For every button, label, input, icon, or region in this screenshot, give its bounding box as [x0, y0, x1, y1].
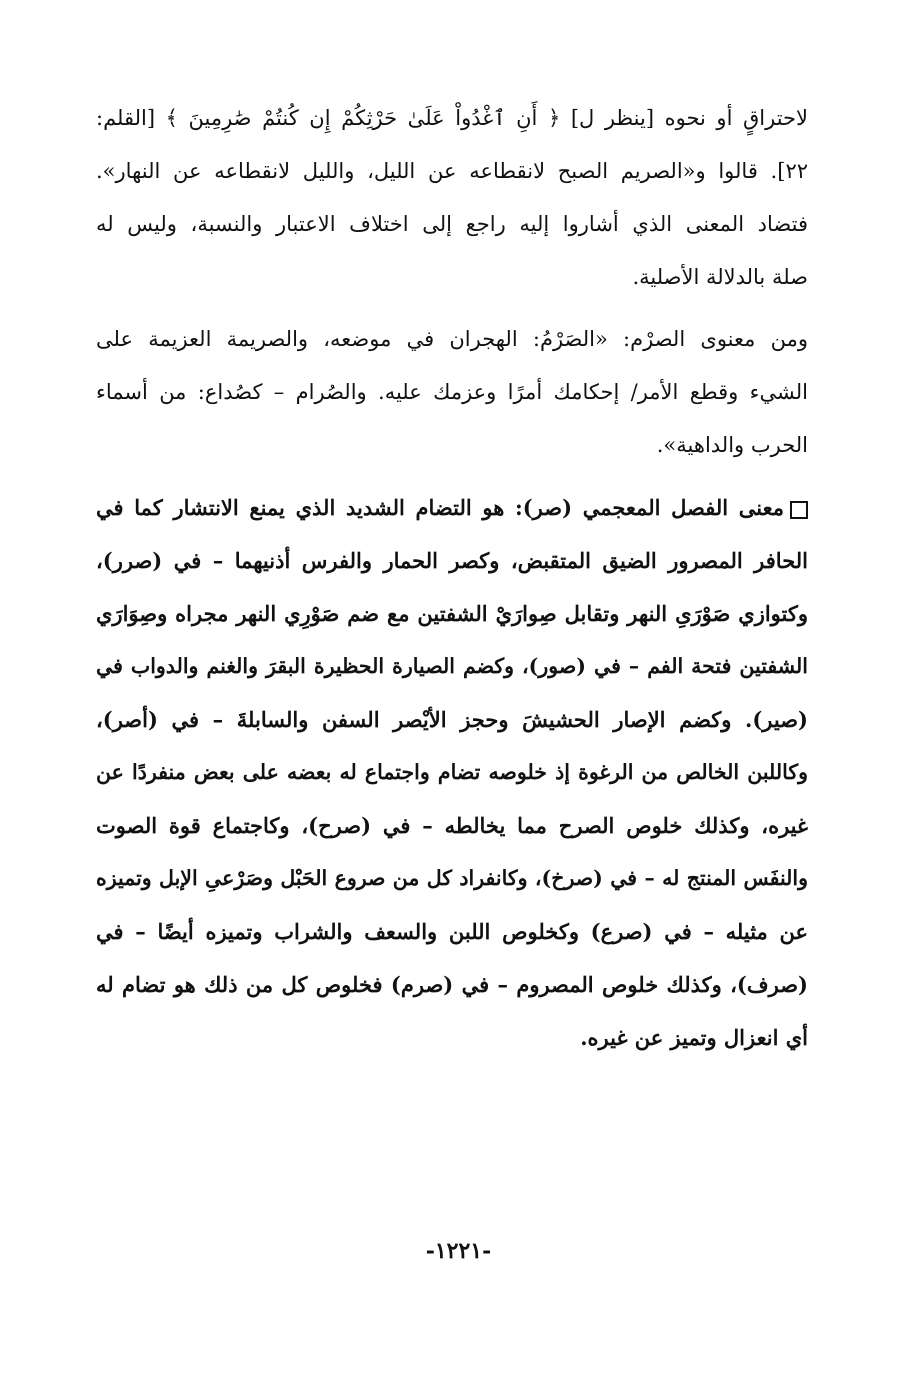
text-line: الحرب والداهية». [656, 433, 808, 457]
text-line: (صرف)، وكذلك خلوص المصروم – في (صرم) فخلوص كل من ذلك هو تضام له [96, 972, 808, 997]
text-line: الشيء وقطع الأمر/ إحكامك أمرًا وعزمك عليه. والصُرام – كصُداع: من أسماء [96, 380, 808, 404]
text-line-content: معنى الفصل المعجمي (صر): هو التضام الشديد الذي يمنع الانتشار كما في [96, 495, 784, 520]
text-line: غيره، وكذلك خلوص الصرح مما يخالطه – في (صرح)، وكاجتماع قوة الصوت [96, 813, 808, 838]
text-line: لاحتراقٍ أو نحوه [ينظر ل] ﴿ أَنِ ٱغْدُواْ عَلَىٰ حَرْثِكُمْ إِن كُنتُمْ صَٰرِمِينَ ﴾ [القلم: [96, 106, 808, 130]
text-line: الشفتين فتحة الفم – في (صور)، وكضم الصيارة الحظيرة البقرَ والغنم والدواب في [96, 654, 808, 678]
text-line: وكاللبن الخالص من الرغوة إذ خلوصه تضام واجتماع له بعضه على بعض منفردًا عن [96, 760, 808, 784]
page-body [96, 92, 808, 1064]
text-line: أي انعزال وتميز عن غيره. [580, 1025, 808, 1050]
text-line: ومن معنوى الصرْم: «الصَرْمُ: الهجران في موضعه، والصريمة العزيمة على [96, 327, 808, 351]
page-number: -١٢٢١- [425, 1238, 492, 1264]
text-line: عن مثيله – في (صرع) وكخلوص اللبن والسعف والشراب وتميزه أيضًا – في [96, 919, 808, 944]
text-line: ٢٢]. قالوا و«الصريم الصبح لانقطاعه عن الليل، والليل لانقطاعه عن النهار». [96, 159, 808, 183]
square-bullet-icon [790, 501, 808, 519]
paragraph-1 [96, 92, 808, 304]
text-line: وكتوازي صَوْرَىِ النهر وتقابل صِوارَيْ الشفتين مع ضم صَوْرِي النهر مجراه وصِوَارَي [96, 601, 808, 626]
text-line-first [96, 481, 808, 534]
text-line: الحافر المصرور الضيق المتقبض، وكصر الحمار والفرس أذنيهما – في (صرر)، [96, 548, 808, 573]
text-line: فتضاد المعنى الذي أشاروا إليه راجع إلى اختلاف الاعتبار والنسبة، وليس له [96, 212, 809, 236]
text-line: والنفَس المنتج له – في (صرخ)، وكانفراد كل من صروع الحَبْل وصَرْعىِ الإبل وتميزه [96, 866, 808, 890]
paragraph-2 [96, 313, 808, 472]
paragraph-3 [96, 481, 808, 1064]
text-line: صلة بالدلالة الأصلية. [632, 265, 808, 289]
text-line: (صير). وكضم الإصار الحشيشَ وحجز الأيْصر السفن والسابلةَ – في (أصر)، [96, 707, 808, 732]
